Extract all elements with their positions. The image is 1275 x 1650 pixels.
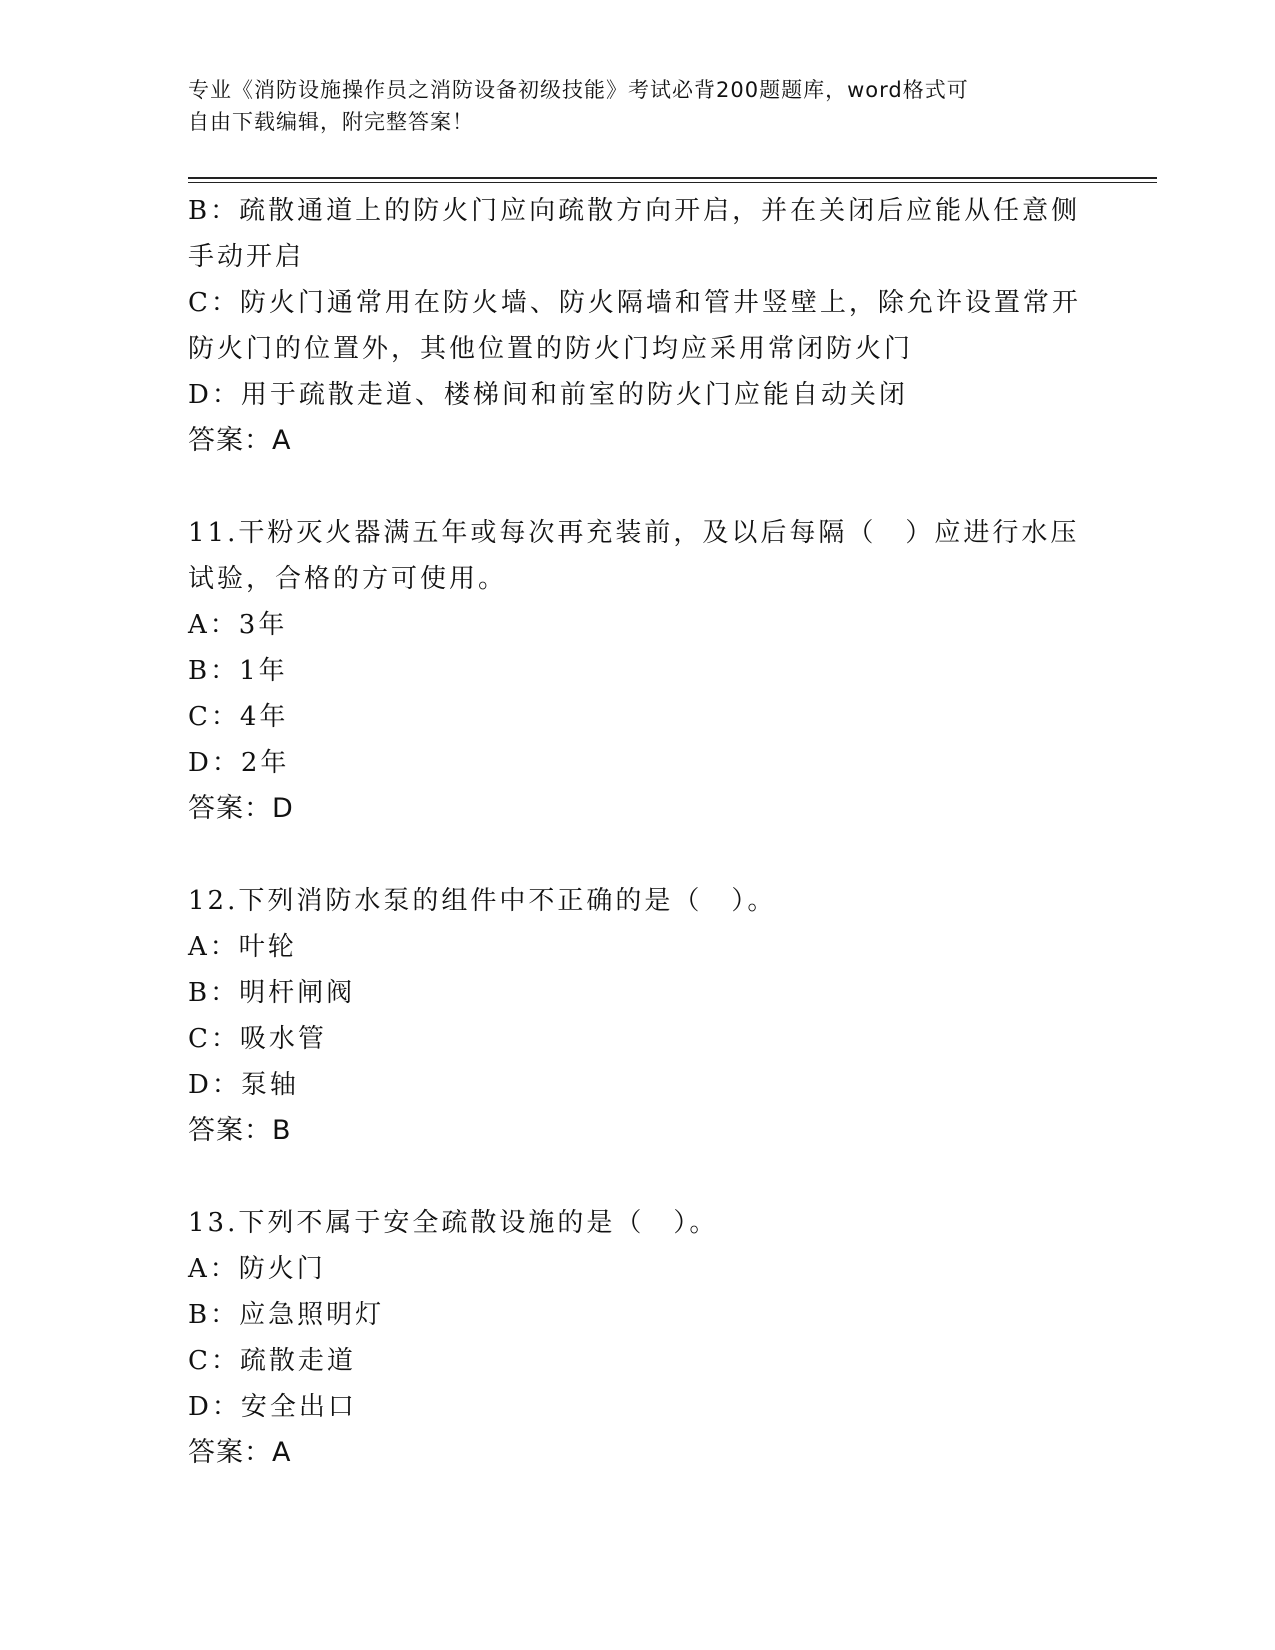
option-a: A：3年: [188, 610, 288, 640]
option-a: A：叶轮: [188, 932, 297, 962]
spacer: [188, 1154, 1088, 1200]
spacer: [188, 832, 1088, 878]
option-c: C：疏散走道: [188, 1346, 356, 1376]
option-b-line-2: 手动开启: [188, 242, 305, 272]
question-13: [188, 1200, 1088, 1476]
question-stem-line-2: 试验，合格的方可使用。: [188, 564, 508, 594]
header-line-1: 专业《消防设施操作员之消防设备初级技能》考试必背200题题库，word格式可: [188, 78, 969, 102]
answer: 答案：D: [188, 793, 294, 824]
option-b: B：1年: [188, 656, 288, 686]
option-d: D：用于疏散走道、楼梯间和前室的防火门应能自动关闭: [188, 380, 908, 410]
option-d: D：2年: [188, 748, 290, 778]
option-c: C：吸水管: [188, 1024, 327, 1054]
question-12: [188, 878, 1088, 1154]
option-d: D：安全出口: [188, 1392, 357, 1422]
answer: 答案：A: [188, 425, 292, 456]
header-line-2: 自由下载编辑，附完整答案！: [188, 110, 474, 134]
header-divider: [188, 177, 1157, 183]
option-b-line-1: B：疏散通道上的防火门应向疏散方向开启，并在关闭后应能从任意侧: [188, 196, 1081, 226]
option-a: A：防火门: [188, 1254, 326, 1284]
option-c-line-1: C：防火门通常用在防火墙、防火隔墙和管井竖壁上，除允许设置常开: [188, 288, 1081, 318]
option-c: C：4年: [188, 702, 289, 732]
spacer: [188, 464, 1088, 510]
option-b: B：应急照明灯: [188, 1300, 385, 1330]
question-10-continued: [188, 188, 1088, 464]
answer: 答案：B: [188, 1115, 292, 1146]
answer: 答案：A: [188, 1437, 292, 1468]
question-stem: 12.下列消防水泵的组件中不正确的是（ ）。: [188, 886, 777, 916]
question-11: [188, 510, 1088, 832]
option-c-line-2: 防火门的位置外，其他位置的防火门均应采用常闭防火门: [188, 334, 914, 364]
option-b: B：明杆闸阀: [188, 978, 356, 1008]
page-header: [188, 74, 1088, 138]
question-stem-line-1: 11.干粉灭火器满五年或每次再充装前，及以后每隔（ ）应进行水压: [188, 518, 1080, 548]
question-list: [188, 188, 1088, 1476]
question-stem: 13.下列不属于安全疏散设施的是（ ）。: [188, 1208, 719, 1238]
option-d: D：泵轴: [188, 1070, 299, 1100]
